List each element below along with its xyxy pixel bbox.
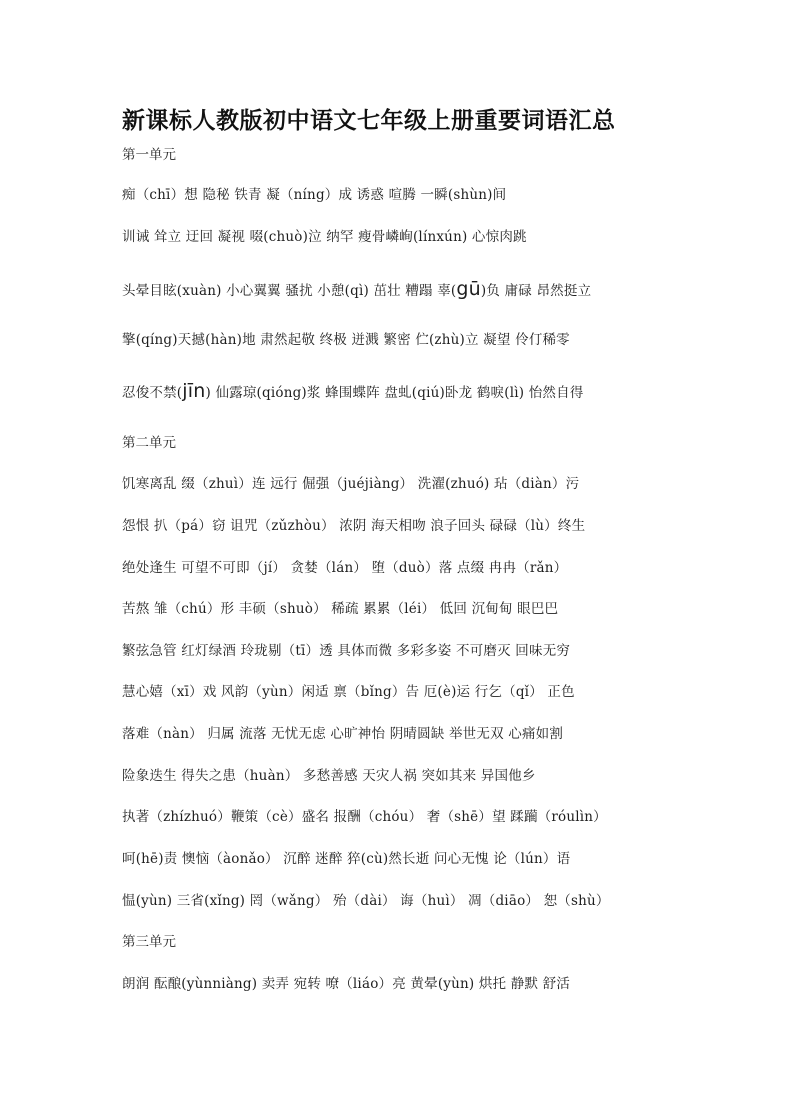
unit-2-line-8: 险象迭生 得失之患（huàn） 多愁善感 天灾人祸 突如其来 异国他乡 [122, 768, 536, 784]
unit-1-line-3-head: 头晕目眩(xuàn) 小心翼翼 骚扰 小憩(qì) 茁壮 糟蹋 辜( [122, 283, 457, 299]
unit-2-line-7: 落难（nàn） 归属 流落 无忧无虑 心旷神怡 阴晴圆缺 举世无双 心痛如割 [122, 726, 564, 742]
unit-2-line-4: 苦熬 雏（chú）形 丰硕（shuò） 稀疏 累累（léi） 低回 沉甸甸 眼巴巴 [122, 601, 559, 617]
unit-2-line-1: 饥寒离乱 缀（zhuì）连 远行 倔强（juéjiàng） 洗濯(zhuó) 玷（diàn）污 [122, 476, 580, 492]
unit-3-line-1: 朗润 酝酿(yùnniàng) 卖弄 宛转 嘹（liáo）亮 黄晕(yùn) 烘托 静默 舒活 [122, 976, 571, 992]
unit-1-line-4: 擎(qíng)天撼(hàn)地 肃然起敬 终极 迸溅 繁密 伫(zhù)立 凝望 伶仃稀零 [122, 332, 570, 348]
document-title: 新课标人教版初中语文七年级上册重要词语汇总 [122, 107, 616, 134]
unit-2-line-11: 愠(yùn) 三省(xǐng) 罔（wǎng） 殆（dài） 诲（huì） 凋（diāo） 恕（shù） [122, 893, 610, 909]
unit-1-line-5-tail: ) 仙露琼(qióng)浆 蜂围蝶阵 盘虬(qiú)卧龙 鹤唳(lì) 怡然自得 [205, 385, 584, 401]
unit-2-line-9: 执著（zhízhuó）鞭策（cè）盛名 报酬（chóu） 奢（shē）望 蹂躏（róulìn） [122, 809, 607, 825]
unit-1-line-5-head: 忍俊不禁( [122, 385, 183, 401]
unit-3-heading: 第三单元 [122, 934, 176, 950]
unit-1-heading: 第一单元 [122, 147, 176, 163]
unit-2-line-10: 呵(hē)责 懊恼（àonǎo） 沉醉 迷醉 猝(cù)然长逝 问心无愧 论（lún）语 [122, 851, 571, 867]
unit-1-line-3-pinyin-large: gū [456, 278, 481, 300]
unit-2-line-2: 怨恨 扒（pá）窃 诅咒（zǔzhòu） 浓阴 海天相吻 浪子回头 碌碌（lù）终生 [122, 518, 586, 534]
unit-1-line-3 [122, 278, 591, 300]
unit-2-heading: 第二单元 [122, 435, 176, 451]
unit-1-line-3-tail: )负 庸碌 昂然挺立 [480, 283, 592, 299]
unit-1-line-2: 训诫 耸立 迂回 凝视 啜(chuò)泣 纳罕 瘦骨嶙峋(línxún) 心惊肉跳 [122, 229, 527, 245]
unit-2-line-5: 繁弦急管 红灯绿酒 玲珑剔（tī）透 具体而微 多彩多姿 不可磨灭 回味无穷 [122, 643, 571, 659]
unit-1-line-1: 痴（chī）想 隐秘 铁青 凝（níng）成 诱惑 喧腾 一瞬(shùn)间 [122, 187, 507, 203]
unit-1-line-5-pinyin-large: jīn [182, 380, 206, 402]
unit-1-line-5 [122, 380, 584, 402]
unit-2-line-3: 绝处逢生 可望不可即（jí） 贪婪（lán） 堕（duò）落 点缀 冉冉（rǎn） [122, 560, 568, 576]
unit-2-line-6: 慧心嬉（xī）戏 风韵（yùn）闲适 禀（bǐng）告 厄(è)运 行乞（qǐ） 正色 [122, 684, 575, 700]
